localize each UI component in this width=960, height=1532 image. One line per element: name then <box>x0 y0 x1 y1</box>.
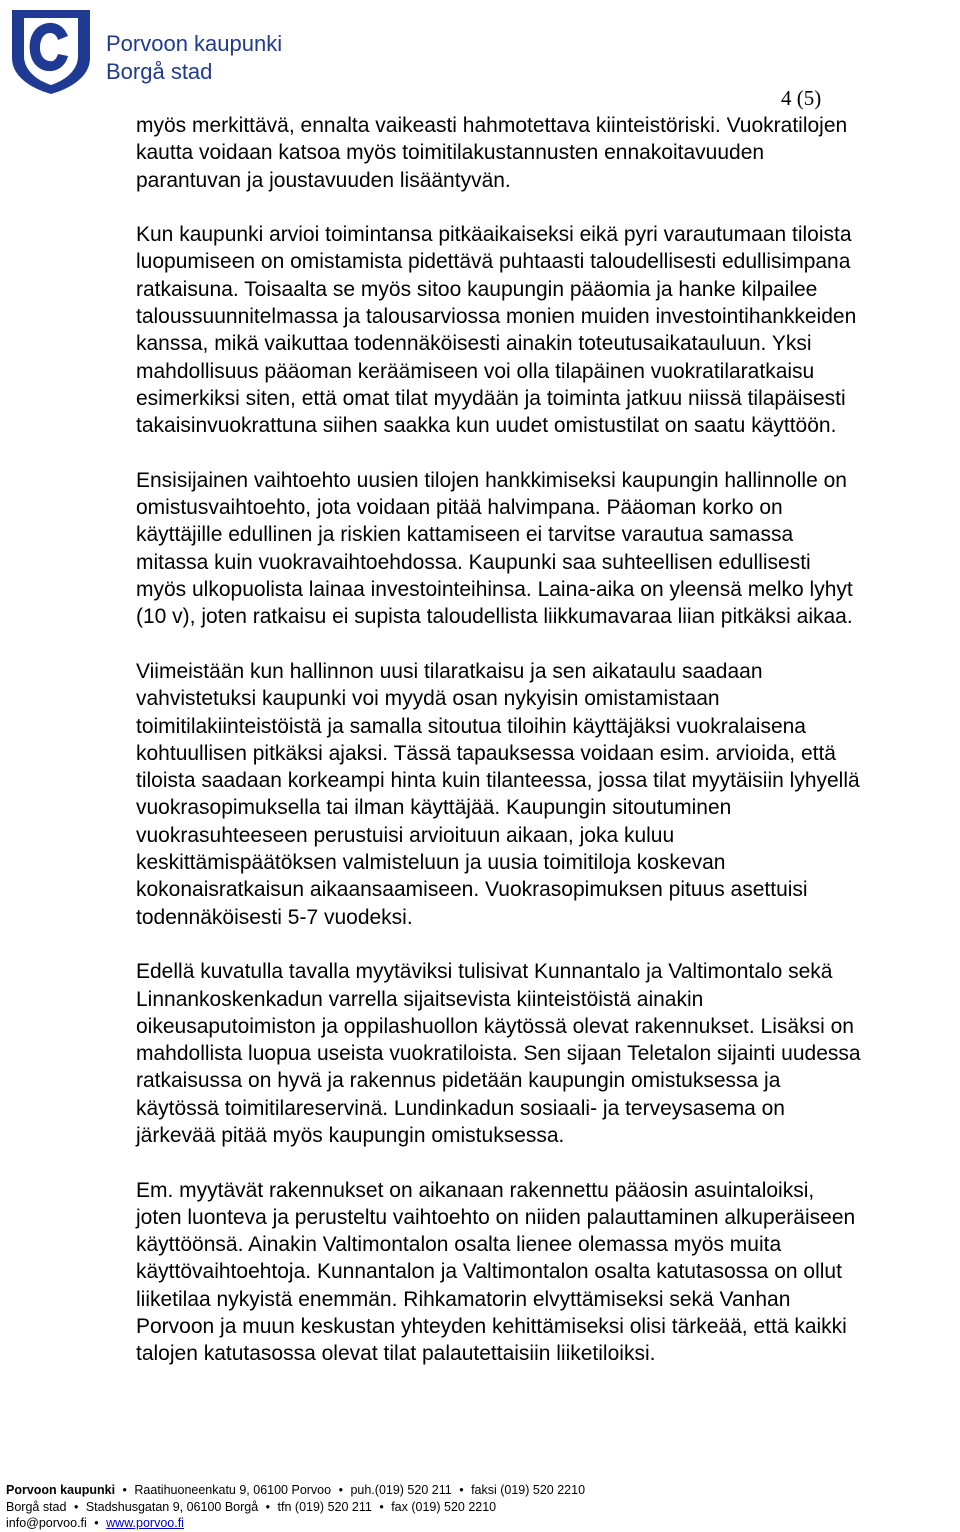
paragraph-line: toimitilakiinteistöistä ja samalla sitoutua tiloihin käyttäjäksi vuokralaisena <box>136 714 806 738</box>
paragraph-line: ratkaisuna. Toisaalta se myös sitoo kaupungin pääomia ja hanke kilpailee <box>136 277 818 301</box>
organization-name-swedish: Borgå stad <box>106 59 213 84</box>
paragraph-line: vuokrasopimuksella tai ilman käyttäjää. Kaupungin sitoutuminen <box>136 796 732 820</box>
paragraph-line: kautta voidaan katsoa myös toimitilakustannusten ennakoitavuuden <box>136 141 765 165</box>
document-body <box>136 112 960 1395</box>
footer-bullet: • <box>379 1499 384 1514</box>
paragraph-line: joten luonteva ja perusteltu vaihtoehto on niiden palauttaminen alkuperäiseen <box>136 1205 856 1229</box>
footer-phone-finnish: puh.(019) 520 211 <box>350 1483 452 1497</box>
paragraph-line: todennäköisesti 5-7 vuodeksi. <box>136 905 413 929</box>
footer-line-finnish <box>6 1482 585 1499</box>
paragraph-line: käytössä toimitilareservinä. Lundinkadun sosiaali- ja terveysasema on <box>136 1096 785 1120</box>
paragraph-line: käyttövaihtoehtoja. Kunnantalon ja Valtimontalon osalta katutasossa on ollut <box>136 1260 842 1284</box>
organization-name-finnish: Porvoon kaupunki <box>106 31 283 56</box>
paragraph-line: liiketilaa nykyistä enemmän. Rihkamatorin elvyttämiseksi sekä Vanhan <box>136 1287 791 1311</box>
paragraph-line: oikeusaputoimiston ja oppilashuollon käytössä olevat rakennukset. Lisäksi on <box>136 1014 854 1038</box>
paragraph-line: Ensisijainen vaihtoehto uusien tilojen hankkimiseksi kaupungin hallinnolle on <box>136 468 847 492</box>
paragraph-line: luopumiseen on omistamista pidettävä puhtaasti taloudellisesti edullisimpana <box>136 250 851 274</box>
footer-line-contact <box>6 1515 585 1532</box>
paragraph-line: Porvoon ja muun keskustan yhteyden kehittämiseksi olisi tärkeää, että kaikki <box>136 1315 847 1339</box>
footer-email: info@porvoo.fi <box>6 1516 87 1531</box>
footer-fax-swedish: fax (019) 520 2210 <box>391 1499 497 1514</box>
footer-address-finnish: Raatihuoneenkatu 9, 06100 Porvoo <box>134 1483 332 1497</box>
body-paragraph <box>136 221 960 439</box>
paragraph-line: käyttöönsä. Ainakin Valtimontalon osalta lienee olemassa myös muita <box>136 1233 782 1257</box>
paragraph-line: kokonaisratkaisun aikaansaamiseen. Vuokrasopimuksen pituus asettuisi <box>136 878 808 902</box>
paragraph-line: Viimeistään kun hallinnon uusi tilaratkaisu ja sen aikataulu saadaan <box>136 659 763 683</box>
paragraph-line: mahdollista luopua useista vuokratiloista. Sen sijaan Teletalon sijainti uudessa <box>136 1042 861 1066</box>
footer-phone-swedish: tfn (019) 520 211 <box>277 1499 372 1514</box>
footer-bullet: • <box>94 1516 99 1531</box>
footer-bullet: • <box>122 1483 127 1497</box>
footer-website-link[interactable]: www.porvoo.fi <box>106 1516 184 1531</box>
paragraph-line: käyttäjille edullinen ja riskien kattamiseen ei tarvitse varautua samassa <box>136 523 794 547</box>
footer-bullet: • <box>265 1499 271 1514</box>
paragraph-line: taloussuunnitelmassa ja talousarviossa monien muiden investointihankkeiden <box>136 305 857 329</box>
paragraph-line: myös merkittävä, ennalta vaikeasti hahmotettava kiinteistöriski. Vuokratilojen <box>136 114 848 137</box>
paragraph-line: vuokrasuhteeseen perustuisi arvioituun aikaan, joka kuluu <box>136 823 675 847</box>
footer-line-swedish <box>6 1499 585 1516</box>
footer-address-swedish: Stadshusgatan 9, 06100 Borgå <box>85 1499 259 1514</box>
body-paragraph <box>136 658 960 931</box>
paragraph-line: keskittämispäätöksen valmisteluun ja uusia toimitiloja koskevan <box>136 851 726 875</box>
paragraph-line: vahvistetuksi kaupunki voi myydä osan nykyisin omistamistaan <box>136 687 720 711</box>
paragraph-line: tiloista saadaan korkeampi hinta kuin tilanteessa, jossa tilat myytäisiin lyhyellä <box>136 769 860 793</box>
body-paragraph <box>136 112 960 194</box>
page-footer <box>6 1482 585 1532</box>
paragraph-line: esimerkiksi siten, että omat tilat myydään ja toiminta jatkuu niissä tilapäisesti <box>136 386 846 410</box>
footer-org-finnish: Porvoon kaupunki <box>6 1483 116 1497</box>
body-paragraph <box>136 958 960 1149</box>
paragraph-line: parantuvan ja joustavuuden lisääntyvän. <box>136 168 511 192</box>
paragraph-line: Em. myytävät rakennukset on aikanaan rakennettu pääosin asuintaloiksi, <box>136 1178 815 1202</box>
paragraph-line: Linnankoskenkadun varrella sijaitsevista kiinteistöistä ainakin <box>136 987 704 1011</box>
city-crest-logo <box>6 6 96 96</box>
paragraph-line: omistusvaihtoehto, jota voidaan pitää halvimpana. Pääoman korko on <box>136 496 783 520</box>
paragraph-line: (10 v), joten ratkaisu ei supista taloudellista liikkumavaraa liian pitkäksi aikaa. <box>136 605 853 629</box>
footer-bullet: • <box>73 1499 79 1514</box>
paragraph-line: Edellä kuvatulla tavalla myytäviksi tulisivat Kunnantalo ja Valtimontalo sekä <box>136 960 833 984</box>
paragraph-line: ratkaisussa on hyvä ja rakennus pidetään kaupungin omistuksessa ja <box>136 1069 781 1093</box>
footer-fax-finnish: faksi (019) 520 2210 <box>471 1483 586 1497</box>
paragraph-line: järkevää pitää myös kaupungin omistuksessa. <box>136 1123 565 1147</box>
footer-org-swedish: Borgå stad <box>6 1499 67 1514</box>
paragraph-line: talojen katutasossa olevat tilat palautettaisiin liiketiloiksi. <box>136 1342 656 1366</box>
footer-bullet: • <box>338 1483 343 1497</box>
paragraph-line: kohtuullisen pitkäksi ajaksi. Tässä tapauksessa voidaan esim. arvioida, että <box>136 741 836 765</box>
paragraph-line: mitassa kuin vuokravaihtoehdossa. Kaupunki saa suhteellisen edullisesti <box>136 550 811 574</box>
paragraph-line: myös ulkopuolista lainaa investointeihinsa. Laina-aika on yleensä melko lyhyt <box>136 578 853 602</box>
body-paragraph <box>136 1177 960 1368</box>
paragraph-line: Kun kaupunki arvioi toimintansa pitkäaikaiseksi eikä pyri varautumaan tiloista <box>136 223 852 247</box>
body-paragraph <box>136 467 960 631</box>
organization-name <box>106 30 282 86</box>
paragraph-line: mahdollisuus pääoman keräämiseen voi olla tilapäinen vuokratilaratkaisu <box>136 359 815 383</box>
paragraph-line: kanssa, mikä vaikuttaa todennäköisesti ainakin toteutusaikatauluun. Yksi <box>136 332 812 356</box>
paragraph-line: takaisinvuokrattuna siihen saakka kun uudet omistustilat on saatu käyttöön. <box>136 414 837 438</box>
page-number: 4 (5) <box>781 86 822 110</box>
footer-bullet: • <box>459 1483 464 1497</box>
